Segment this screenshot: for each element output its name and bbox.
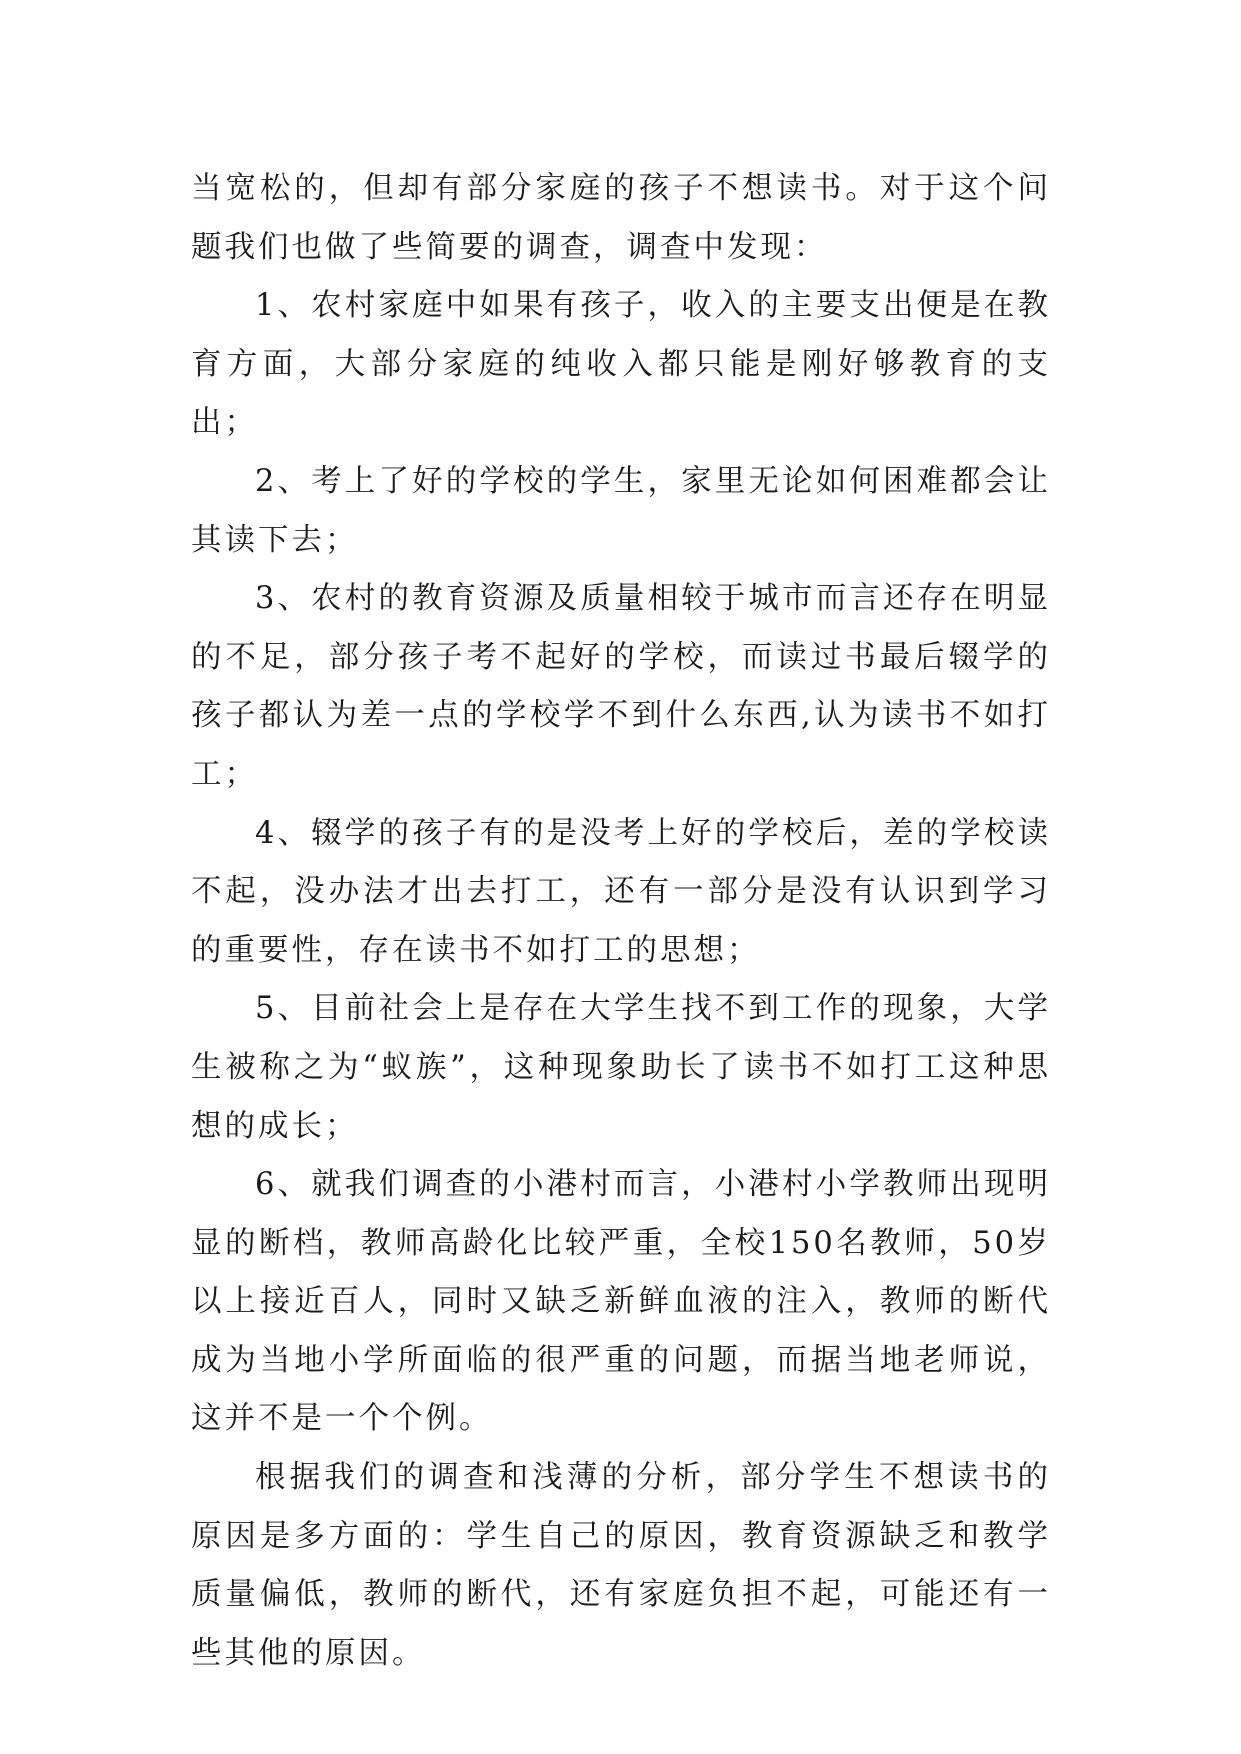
paragraph-item-3: 3、农村的教育资源及质量相较于城市而言还存在明显的不足，部分孩子考不起好的学校，而读过书最后辍学的孩子都认为差一点的学校学不到什么东西,认为读书不如打工；	[191, 581, 1051, 792]
paragraph-item-6: 6、就我们调查的小港村而言，小港村小学教师出现明显的断档，教师高龄化比较严重，全校150名教师，50岁以上接近百人，同时又缺乏新鲜血液的注入，教师的断代成为当地小学所面临的很严重的问题，而据当地老师说，这并不是一个个例。	[191, 1167, 1051, 1437]
paragraph-continuation: 当宽松的，但却有部分家庭的孩子不想读书。对于这个问题我们也做了些简要的调查，调查中发现：	[191, 171, 1051, 265]
paragraph-item-2: 2、考上了好的学校的学生，家里无论如何困难都会让其读下去；	[191, 463, 1051, 558]
paragraph-item-5: 5、目前社会上是存在大学生找不到工作的现象，大学生被称之为“蚁族”，这种现象助长了读书不如打工这种思想的成长；	[191, 991, 1051, 1144]
document-body	[191, 160, 1051, 1683]
paragraph-item-4: 4、辍学的孩子有的是没考上好的学校后，差的学校读不起，没办法才出去打工，还有一部分是没有认识到学习的重要性，存在读书不如打工的思想；	[191, 815, 1051, 968]
paragraph-item-1: 1、农村家庭中如果有孩子，收入的主要支出便是在教育方面，大部分家庭的纯收入都只能是刚好够教育的支出；	[191, 288, 1051, 441]
paragraph-conclusion: 根据我们的调查和浅薄的分析，部分学生不想读书的原因是多方面的：学生自己的原因，教育资源缺乏和教学质量偏低，教师的断代，还有家庭负担不起，可能还有一些其他的原因。	[191, 1460, 1051, 1671]
